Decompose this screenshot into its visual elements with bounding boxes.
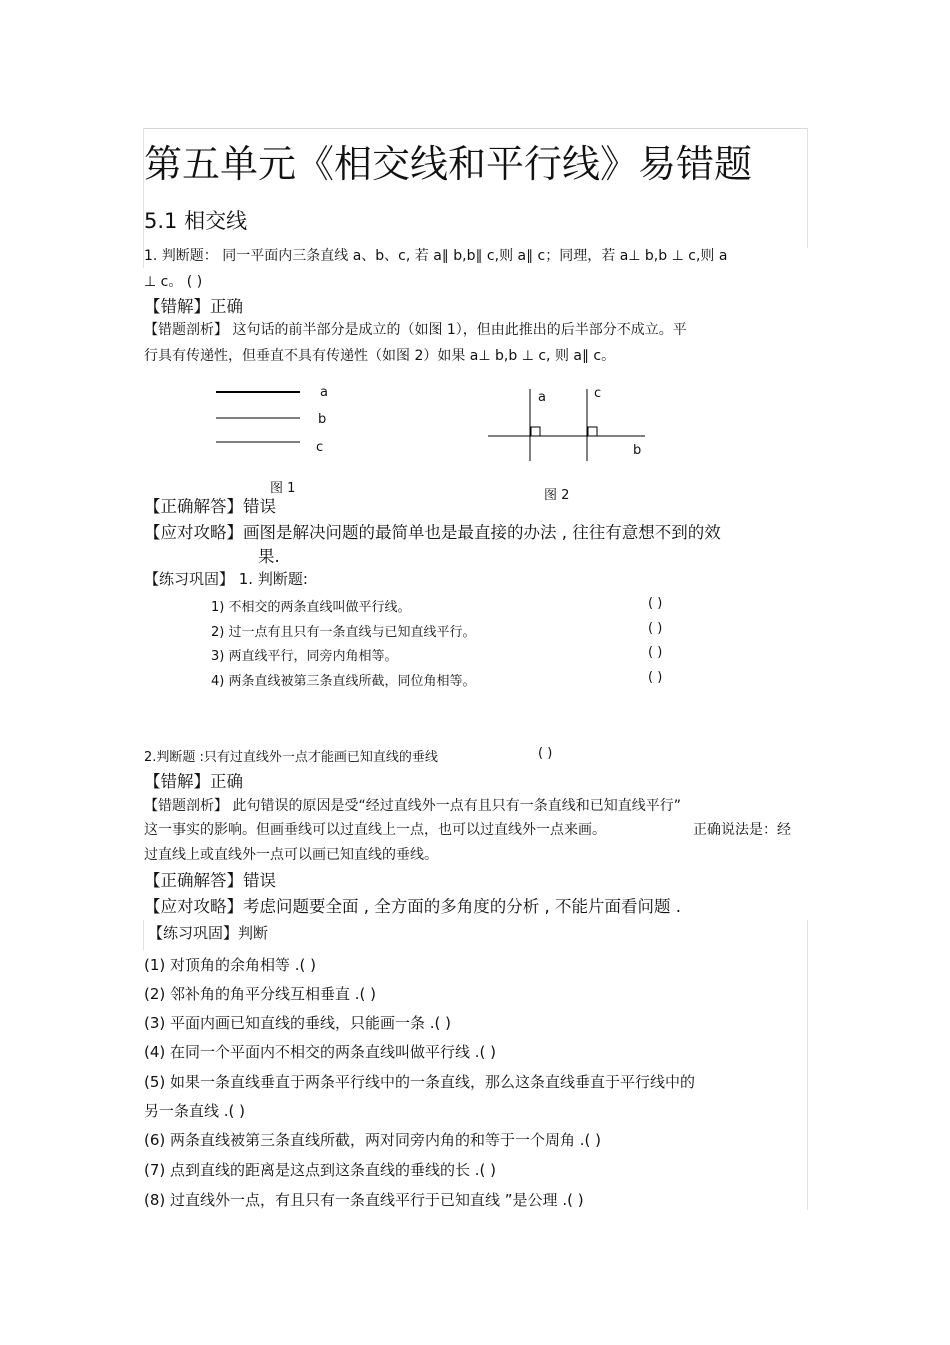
q2-practice-item-2: (2) 邻补角的角平分线互相垂直 .( ) [144, 985, 377, 1003]
figure-2-perpendicular-lines [485, 385, 655, 465]
practice-item-2: 2) 过一点有且只有一条直线与已知直线平行。 [211, 625, 476, 640]
q2-practice-item-3: (3) 平面内画已知直线的垂线，只能画一条 .( ) [144, 1014, 452, 1032]
fig1-label-c: c [316, 440, 324, 455]
q2-paren: ( ) [538, 746, 553, 761]
fig1-label-b: b [318, 412, 327, 427]
q2-analysis-line3: 过直线上或直线外一点可以画已知直线的垂线。 [144, 847, 438, 863]
practice-item-3-paren: ( ) [648, 645, 663, 660]
fig2-label-c: c [594, 386, 602, 401]
q2-analysis-line1: 【错题剖析】 此句错误的原因是受“经过直线外一点有且只有一条直线和已知直线平行” [144, 798, 681, 814]
q1-strategy-line2: 果. [258, 547, 280, 566]
frame-border-right-lower [807, 920, 808, 1210]
q1-practice-heading: 【练习巩固】 1. 判断题: [144, 570, 308, 588]
practice-item-1-paren: ( ) [648, 596, 663, 611]
fig2-label-b: b [633, 443, 642, 458]
section-heading: 5.1 相交线 [144, 209, 248, 233]
q2-analysis-line2-right: 正确说法是：经 [693, 822, 791, 838]
page-title: 第五单元《相交线和平行线》易错题 [144, 142, 753, 186]
q2-correct-answer: 【正确解答】错误 [144, 871, 276, 890]
q2-wrong-answer: 【错解】正确 [144, 772, 243, 791]
q1-wrong-answer: 【错解】正确 [144, 297, 243, 316]
practice-item-2-paren: ( ) [648, 621, 663, 636]
q2-line1: 2.判断题 :只有过直线外一点才能画已知直线的垂线 [144, 750, 438, 765]
practice-item-3: 3) 两直线平行，同旁内角相等。 [211, 649, 398, 664]
q2-practice-item-4: (4) 在同一个平面内不相交的两条直线叫做平行线 .( ) [144, 1043, 497, 1061]
q2-practice-item-1: (1) 对顶角的余角相等 .( ) [144, 956, 317, 974]
q2-practice-item-6: (6) 两条直线被第三条直线所截，两对同旁内角的和等于一个周角 .( ) [144, 1131, 602, 1149]
frame-border-right [807, 128, 808, 248]
fig2-caption: 图 2 [544, 488, 570, 503]
fig1-label-a: a [320, 385, 328, 400]
practice-item-4-paren: ( ) [648, 670, 663, 685]
frame-border-top [143, 128, 807, 129]
q2-practice-item-5-cont: 另一条直线 .( ) [144, 1102, 246, 1120]
q1-line1: 1. 判断题： 同一平面内三条直线 a、b、c, 若 a∥ b,b∥ c,则 a∥ c；同理，若 a⊥ b,b ⊥ c,则 a [144, 248, 728, 264]
q2-practice-item-8: (8) 过直线外一点，有且只有一条直线平行于已知直线 ”是公理 .( ) [144, 1191, 584, 1209]
q2-strategy: 【应对攻略】考虑问题要全面 , 全方面的多角度的分析 , 不能片面看问题 . [144, 897, 681, 916]
q1-correct-answer: 【正确解答】错误 [144, 497, 276, 516]
q2-analysis-line2: 这一事实的影响。但画垂线可以过直线上一点，也可以过直线外一点来画。 [144, 822, 606, 838]
q1-strategy-line1: 【应对攻略】画图是解决问题的最简单也是最直接的办法 , 往往有意想不到的效 [144, 523, 721, 542]
q1-analysis-line1: 【错题剖析】 这句话的前半部分是成立的（如图 1），但由此推出的后半部分不成立。平 [144, 322, 687, 338]
q2-practice-item-5: (5) 如果一条直线垂直于两条平行线中的一条直线，那么这条直线垂直于平行线中的 [144, 1073, 696, 1091]
q2-practice-heading: 【练习巩固】判断 [148, 924, 269, 942]
q1-analysis-line2: 行具有传递性，但垂直不具有传递性（如图 2）如果 a⊥ b,b ⊥ c, 则 a∥ c。 [144, 348, 616, 364]
fig2-label-a: a [538, 390, 546, 405]
q1-line2: ⊥ c。 ( ) [144, 274, 203, 290]
practice-item-4: 4) 两条直线被第三条直线所截，同位角相等。 [211, 674, 476, 689]
practice-item-1: 1) 不相交的两条直线叫做平行线。 [211, 600, 411, 615]
frame-border-left-lower [143, 920, 144, 950]
q2-practice-item-7: (7) 点到直线的距离是这点到这条直线的垂线的长 .( ) [144, 1161, 497, 1179]
fig1-caption: 图 1 [270, 481, 296, 496]
